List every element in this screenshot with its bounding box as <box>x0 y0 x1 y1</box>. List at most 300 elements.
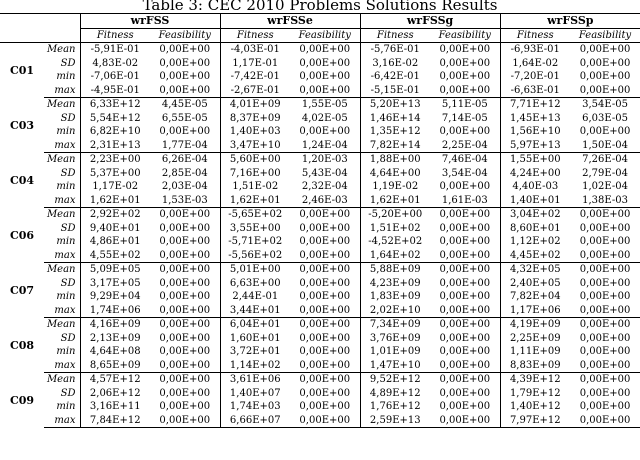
table-row <box>0 139 640 153</box>
feasibility-cell: 0,00E+00 <box>290 235 360 249</box>
stat-label: SD <box>44 167 80 181</box>
fitness-cell: 2,92E+02 <box>89 209 141 221</box>
method-header-wrfssg: wrFSSg <box>360 14 500 29</box>
feasibility-cell: 0,00E+00 <box>290 332 360 346</box>
fitness-cell: -5,56E+02 <box>220 249 290 263</box>
stat-label: max <box>44 359 80 373</box>
feasibility-cell: 0,00E+00 <box>290 414 360 428</box>
fitness-cell: -2,67E-01 <box>220 84 290 98</box>
feasibility-cell: 0,00E+00 <box>150 208 220 222</box>
feasibility-cell: 2,32E-04 <box>290 180 360 194</box>
fitness-cell: 5,60E+00 <box>229 154 281 166</box>
fitness-cell: 1,76E+12 <box>369 401 421 413</box>
feasibility-cell: 6,03E-05 <box>582 112 628 124</box>
feasibility-cell: 3,54E-05 <box>582 99 628 111</box>
feasibility-cell: 0,00E+00 <box>570 304 640 318</box>
feasibility-cell: 0,00E+00 <box>290 70 360 84</box>
fitness-cell: 1,79E+12 <box>509 387 561 399</box>
fitness-cell: 3,16E+11 <box>89 401 141 413</box>
fitness-cell: 1,17E+06 <box>500 304 570 318</box>
table-row <box>0 57 640 71</box>
fitness-cell: 1,17E-02 <box>92 181 139 193</box>
fitness-cell: 1,62E+01 <box>220 194 290 208</box>
table-header <box>0 14 640 43</box>
feasibility-cell: 0,00E+00 <box>430 373 500 387</box>
fitness-cell: 3,04E+02 <box>509 209 561 221</box>
method-header-wrfss: wrFSS <box>80 14 220 29</box>
feasibility-cell: 0,00E+00 <box>290 222 360 236</box>
stat-label: max <box>44 249 80 263</box>
feasibility-cell: 1,24E-04 <box>290 139 360 153</box>
fitness-cell: 1,62E+01 <box>360 194 430 208</box>
stat-label: Mean <box>44 373 80 387</box>
fitness-cell: -5,65E+02 <box>228 209 283 221</box>
fitness-cell: 2,06E+12 <box>89 387 141 399</box>
fitness-cell: 8,60E+01 <box>509 222 561 234</box>
fitness-cell: 5,01E+00 <box>229 264 281 276</box>
feasibility-cell: 0,00E+00 <box>579 291 631 303</box>
feasibility-cell: 0,00E+00 <box>150 304 220 318</box>
fitness-cell: 1,40E+07 <box>229 387 281 399</box>
stat-label: max <box>44 194 80 208</box>
fitness-cell: 2,31E+13 <box>80 139 150 153</box>
feasibility-cell: 0,00E+00 <box>430 222 500 236</box>
problem-label: C09 <box>9 393 35 407</box>
feasibility-cell: 0,00E+00 <box>579 346 631 358</box>
table-row <box>0 263 640 277</box>
fitness-cell: 6,33E+12 <box>89 99 141 111</box>
feasibility-cell: 0,00E+00 <box>150 400 220 414</box>
feasibility-cell: 0,00E+00 <box>570 249 640 263</box>
table-row <box>0 125 640 139</box>
fitness-cell: 8,65E+09 <box>80 359 150 373</box>
table-row <box>0 373 640 387</box>
method-header-wrfssp: wrFSSp <box>500 14 640 29</box>
feasibility-cell: 7,26E-04 <box>582 154 628 166</box>
fitness-cell: 4,64E+08 <box>89 346 141 358</box>
problem-label: C03 <box>9 118 35 132</box>
feasibility-cell: 5,11E-05 <box>430 98 500 112</box>
feasibility-cell: 2,25E-04 <box>430 139 500 153</box>
fitness-cell: 1,51E+02 <box>369 222 421 234</box>
fitness-cell: 1,74E+06 <box>80 304 150 318</box>
feasibility-cell: 0,00E+00 <box>290 387 360 401</box>
feasibility-cell: 2,03E-04 <box>150 180 220 194</box>
fitness-cell: 8,83E+09 <box>500 359 570 373</box>
subheader-feasibility: Feasibility <box>570 28 640 43</box>
stat-label: max <box>44 414 80 428</box>
fitness-cell: 7,82E+04 <box>509 291 561 303</box>
fitness-cell: 2,59E+13 <box>360 414 430 428</box>
feasibility-cell: 0,00E+00 <box>430 180 500 194</box>
feasibility-cell: 0,00E+00 <box>290 359 360 373</box>
stat-label: min <box>44 125 80 139</box>
fitness-cell: 1,35E+12 <box>369 126 421 138</box>
feasibility-cell: 0,00E+00 <box>290 400 360 414</box>
results-table <box>0 13 640 428</box>
fitness-cell: 1,55E+00 <box>509 154 561 166</box>
fitness-cell: 4,01E+09 <box>229 99 281 111</box>
table-body <box>0 43 640 428</box>
feasibility-cell: 0,00E+00 <box>290 125 360 139</box>
feasibility-cell: 0,00E+00 <box>150 290 220 304</box>
feasibility-cell: 0,00E+00 <box>290 290 360 304</box>
table-row <box>0 222 640 236</box>
feasibility-cell: 0,00E+00 <box>150 43 220 57</box>
fitness-cell: -7,20E-01 <box>510 71 560 83</box>
table-row <box>0 180 640 194</box>
fitness-cell: 1,62E+01 <box>80 194 150 208</box>
feasibility-cell: 0,00E+00 <box>290 208 360 222</box>
fitness-cell: 4,57E+12 <box>89 374 141 386</box>
fitness-cell: 4,19E+09 <box>509 319 561 331</box>
fitness-cell: 4,39E+12 <box>509 374 561 386</box>
feasibility-cell: 0,00E+00 <box>150 235 220 249</box>
feasibility-cell: 0,00E+00 <box>150 222 220 236</box>
feasibility-cell: 0,00E+00 <box>579 209 631 221</box>
fitness-cell: 6,63E+00 <box>229 277 281 289</box>
subheader-blank <box>0 28 80 43</box>
feasibility-cell: 0,00E+00 <box>290 277 360 291</box>
table-row <box>0 304 640 318</box>
fitness-cell: 2,40E+05 <box>509 277 561 289</box>
feasibility-cell: 0,00E+00 <box>150 332 220 346</box>
fitness-cell: 4,24E+00 <box>509 167 561 179</box>
stat-label: Mean <box>44 43 80 57</box>
feasibility-cell: 0,00E+00 <box>290 345 360 359</box>
feasibility-cell: 0,00E+00 <box>430 400 500 414</box>
stat-label: Mean <box>44 208 80 222</box>
fitness-cell: 4,89E+12 <box>369 387 421 399</box>
feasibility-cell: 0,00E+00 <box>150 345 220 359</box>
feasibility-cell: 0,00E+00 <box>290 318 360 332</box>
feasibility-cell: 0,00E+00 <box>150 125 220 139</box>
stat-label: max <box>44 139 80 153</box>
table-row <box>0 277 640 291</box>
problem-label: C06 <box>9 228 35 242</box>
table-row <box>0 318 640 332</box>
feasibility-cell: 0,00E+00 <box>150 249 220 263</box>
fitness-cell: 4,32E+05 <box>509 264 561 276</box>
fitness-cell: 2,02E+10 <box>360 304 430 318</box>
subheader-fitness: Fitness <box>500 28 570 43</box>
fitness-cell: -5,76E-01 <box>370 44 420 56</box>
fitness-cell: 5,97E+13 <box>500 139 570 153</box>
feasibility-cell: 0,00E+00 <box>150 318 220 332</box>
fitness-cell: 5,37E+00 <box>89 167 141 179</box>
fitness-cell: -5,71E+02 <box>228 236 283 248</box>
fitness-cell: 7,16E+00 <box>229 167 281 179</box>
feasibility-cell: 1,55E-05 <box>290 98 360 112</box>
fitness-cell: 1,64E-02 <box>512 57 559 69</box>
feasibility-cell: 0,00E+00 <box>430 345 500 359</box>
table-row <box>0 290 640 304</box>
feasibility-cell: 1,77E-04 <box>150 139 220 153</box>
feasibility-cell: 2,85E-04 <box>150 167 220 181</box>
problem-label: C04 <box>9 173 35 187</box>
stat-label: SD <box>44 332 80 346</box>
fitness-cell: 8,37E+09 <box>229 112 281 124</box>
fitness-cell: 6,04E+01 <box>229 319 281 331</box>
stat-label: SD <box>44 222 80 236</box>
feasibility-cell: 0,00E+00 <box>290 304 360 318</box>
feasibility-cell: 3,54E-04 <box>430 167 500 181</box>
feasibility-cell: 0,00E+00 <box>430 70 500 84</box>
fitness-cell: 2,23E+00 <box>89 154 141 166</box>
subheader-fitness: Fitness <box>360 28 430 43</box>
stat-label: min <box>44 400 80 414</box>
stat-label: SD <box>44 57 80 71</box>
table-row <box>0 345 640 359</box>
fitness-cell: 4,16E+09 <box>89 319 141 331</box>
problem-label: C08 <box>9 338 35 352</box>
fitness-cell: -4,03E-01 <box>230 44 280 56</box>
fitness-cell: -5,15E-01 <box>360 84 430 98</box>
feasibility-cell: 1,50E-04 <box>570 139 640 153</box>
feasibility-cell: 6,26E-04 <box>150 153 220 167</box>
fitness-cell: 5,54E+12 <box>89 112 141 124</box>
feasibility-cell: 1,02E-04 <box>582 181 628 193</box>
feasibility-cell: 0,00E+00 <box>430 414 500 428</box>
feasibility-cell: 4,02E-05 <box>290 112 360 126</box>
fitness-cell: 1,40E+01 <box>500 194 570 208</box>
feasibility-cell: 0,00E+00 <box>579 44 631 56</box>
fitness-cell: -6,63E-01 <box>500 84 570 98</box>
fitness-cell: 4,23E+09 <box>369 277 421 289</box>
fitness-cell: -6,93E-01 <box>510 44 560 56</box>
feasibility-cell: 0,00E+00 <box>430 263 500 277</box>
fitness-cell: 1,45E+13 <box>509 112 561 124</box>
stat-label: min <box>44 290 80 304</box>
fitness-cell: 1,19E-02 <box>372 181 419 193</box>
fitness-cell: 4,86E+01 <box>89 236 141 248</box>
fitness-cell: -4,95E-01 <box>80 84 150 98</box>
fitness-cell: 1,74E+03 <box>229 401 281 413</box>
feasibility-cell: 2,79E-04 <box>582 167 628 179</box>
table-row <box>0 98 640 112</box>
fitness-cell: 1,83E+09 <box>369 291 421 303</box>
subheader-fitness: Fitness <box>220 28 290 43</box>
feasibility-cell: 0,00E+00 <box>430 304 500 318</box>
feasibility-cell: 0,00E+00 <box>579 319 631 331</box>
fitness-cell: 3,47E+10 <box>220 139 290 153</box>
stat-label: SD <box>44 387 80 401</box>
fitness-cell: 5,88E+09 <box>369 264 421 276</box>
fitness-cell: 2,25E+09 <box>509 332 561 344</box>
subheader-feasibility: Feasibility <box>430 28 500 43</box>
feasibility-cell: 5,43E-04 <box>290 167 360 181</box>
header-blank <box>0 14 80 29</box>
stat-label: SD <box>44 112 80 126</box>
table-row <box>0 387 640 401</box>
fitness-cell: 3,76E+09 <box>369 332 421 344</box>
fitness-cell: 4,45E+02 <box>500 249 570 263</box>
feasibility-cell: 1,38E-03 <box>570 194 640 208</box>
fitness-cell: -7,42E-01 <box>230 71 280 83</box>
stat-label: max <box>44 84 80 98</box>
feasibility-cell: 0,00E+00 <box>430 387 500 401</box>
feasibility-cell: 0,00E+00 <box>579 236 631 248</box>
fitness-cell: 3,17E+05 <box>89 277 141 289</box>
fitness-cell: 4,83E-02 <box>92 57 139 69</box>
table-row <box>0 112 640 126</box>
fitness-cell: 1,11E+09 <box>509 346 561 358</box>
subheader-fitness: Fitness <box>80 28 150 43</box>
fitness-cell: 6,66E+07 <box>220 414 290 428</box>
fitness-cell: -7,06E-01 <box>90 71 140 83</box>
fitness-cell: 1,17E-01 <box>232 57 279 69</box>
fitness-cell: 2,13E+09 <box>89 332 141 344</box>
stat-label: Mean <box>44 98 80 112</box>
feasibility-cell: 0,00E+00 <box>150 414 220 428</box>
feasibility-cell: 0,00E+00 <box>579 374 631 386</box>
feasibility-cell: 0,00E+00 <box>430 57 500 71</box>
fitness-cell: 1,60E+01 <box>229 332 281 344</box>
feasibility-cell: 0,00E+00 <box>579 401 631 413</box>
fitness-cell: 5,09E+05 <box>89 264 141 276</box>
feasibility-cell: 0,00E+00 <box>430 277 500 291</box>
stat-label: min <box>44 345 80 359</box>
fitness-cell: 3,61E+06 <box>229 374 281 386</box>
fitness-cell: 7,84E+12 <box>80 414 150 428</box>
subheader-feasibility: Feasibility <box>150 28 220 43</box>
fitness-cell: 4,55E+02 <box>80 249 150 263</box>
feasibility-cell: 1,53E-03 <box>150 194 220 208</box>
feasibility-cell: 0,00E+00 <box>430 125 500 139</box>
fitness-cell: 9,40E+01 <box>89 222 141 234</box>
stat-label: min <box>44 235 80 249</box>
feasibility-cell: 0,00E+00 <box>150 373 220 387</box>
feasibility-cell: 2,46E-03 <box>290 194 360 208</box>
feasibility-cell: 0,00E+00 <box>150 57 220 71</box>
table-row <box>0 235 640 249</box>
fitness-cell: 1,88E+00 <box>369 154 421 166</box>
table-row <box>0 194 640 208</box>
feasibility-cell: 0,00E+00 <box>430 84 500 98</box>
feasibility-cell: 0,00E+00 <box>570 359 640 373</box>
fitness-cell: 7,34E+09 <box>369 319 421 331</box>
feasibility-cell: 0,00E+00 <box>430 332 500 346</box>
feasibility-cell: 0,00E+00 <box>579 264 631 276</box>
stat-label: max <box>44 304 80 318</box>
feasibility-cell: 0,00E+00 <box>579 126 631 138</box>
fitness-cell: 4,64E+00 <box>369 167 421 179</box>
stat-label: SD <box>44 277 80 291</box>
fitness-cell: 7,82E+14 <box>360 139 430 153</box>
problem-label: C07 <box>9 283 35 297</box>
fitness-cell: 9,52E+12 <box>369 374 421 386</box>
fitness-cell: 1,12E+02 <box>509 236 561 248</box>
fitness-cell: -5,20E+00 <box>368 209 423 221</box>
fitness-cell: -4,52E+02 <box>368 236 423 248</box>
fitness-cell: 6,82E+10 <box>89 126 141 138</box>
fitness-cell: 3,16E-02 <box>372 57 419 69</box>
feasibility-cell: 0,00E+00 <box>150 70 220 84</box>
feasibility-cell: 0,00E+00 <box>430 318 500 332</box>
fitness-cell: 1,40E+12 <box>509 401 561 413</box>
subheader-feasibility: Feasibility <box>290 28 360 43</box>
fitness-cell: 5,20E+13 <box>369 99 421 111</box>
problem-label: C01 <box>9 63 35 77</box>
table-row <box>0 167 640 181</box>
table-row <box>0 70 640 84</box>
stat-label: Mean <box>44 318 80 332</box>
table-row <box>0 208 640 222</box>
feasibility-cell: 0,00E+00 <box>290 43 360 57</box>
stat-label: Mean <box>44 263 80 277</box>
fitness-cell: 7,97E+12 <box>500 414 570 428</box>
feasibility-cell: 0,00E+00 <box>430 359 500 373</box>
table-caption: Table 3: CEC 2010 Problems Solutions Results <box>142 0 498 14</box>
feasibility-cell: 7,14E-05 <box>430 112 500 126</box>
feasibility-cell: 0,00E+00 <box>150 387 220 401</box>
fitness-cell: 3,72E+01 <box>229 346 281 358</box>
feasibility-cell: 4,45E-05 <box>150 98 220 112</box>
feasibility-cell: 0,00E+00 <box>579 332 631 344</box>
fitness-cell: 7,71E+12 <box>509 99 561 111</box>
fitness-cell: 4,40E-03 <box>512 181 559 193</box>
fitness-cell: 3,44E+01 <box>220 304 290 318</box>
fitness-cell: 1,56E+10 <box>509 126 561 138</box>
fitness-cell: 9,29E+04 <box>89 291 141 303</box>
table-row <box>0 332 640 346</box>
fitness-cell: 1,46E+14 <box>369 112 421 124</box>
feasibility-cell: 0,00E+00 <box>430 43 500 57</box>
feasibility-cell: 0,00E+00 <box>150 277 220 291</box>
fitness-cell: -6,42E-01 <box>370 71 420 83</box>
feasibility-cell: 0,00E+00 <box>150 263 220 277</box>
feasibility-cell: 0,00E+00 <box>570 84 640 98</box>
table-row <box>0 43 640 57</box>
feasibility-cell: 1,20E-03 <box>290 153 360 167</box>
feasibility-cell: 0,00E+00 <box>570 414 640 428</box>
table-row <box>0 414 640 428</box>
feasibility-cell: 0,00E+00 <box>579 71 631 83</box>
fitness-cell: 1,47E+10 <box>360 359 430 373</box>
fitness-cell: 3,55E+00 <box>229 222 281 234</box>
feasibility-cell: 0,00E+00 <box>150 359 220 373</box>
feasibility-cell: 0,00E+00 <box>290 84 360 98</box>
table-row <box>0 249 640 263</box>
feasibility-cell: 0,00E+00 <box>579 387 631 399</box>
feasibility-cell: 0,00E+00 <box>430 249 500 263</box>
feasibility-cell: 0,00E+00 <box>579 57 631 69</box>
fitness-cell: 2,44E-01 <box>232 291 279 303</box>
fitness-cell: -5,91E-01 <box>90 44 140 56</box>
table-row <box>0 84 640 98</box>
feasibility-cell: 0,00E+00 <box>290 263 360 277</box>
feasibility-cell: 1,61E-03 <box>430 194 500 208</box>
table-row <box>0 400 640 414</box>
stat-label: min <box>44 70 80 84</box>
feasibility-cell: 0,00E+00 <box>430 208 500 222</box>
fitness-cell: 1,40E+03 <box>229 126 281 138</box>
fitness-cell: 1,51E-02 <box>232 181 279 193</box>
feasibility-cell: 7,46E-04 <box>430 153 500 167</box>
feasibility-cell: 6,55E-05 <box>150 112 220 126</box>
feasibility-cell: 0,00E+00 <box>290 57 360 71</box>
fitness-cell: 1,14E+02 <box>220 359 290 373</box>
feasibility-cell: 0,00E+00 <box>430 235 500 249</box>
fitness-cell: 1,64E+02 <box>360 249 430 263</box>
feasibility-cell: 0,00E+00 <box>579 222 631 234</box>
stat-label: min <box>44 180 80 194</box>
feasibility-cell: 0,00E+00 <box>579 277 631 289</box>
feasibility-cell: 0,00E+00 <box>150 84 220 98</box>
table-row <box>0 359 640 373</box>
stat-label: Mean <box>44 153 80 167</box>
feasibility-cell: 0,00E+00 <box>290 249 360 263</box>
